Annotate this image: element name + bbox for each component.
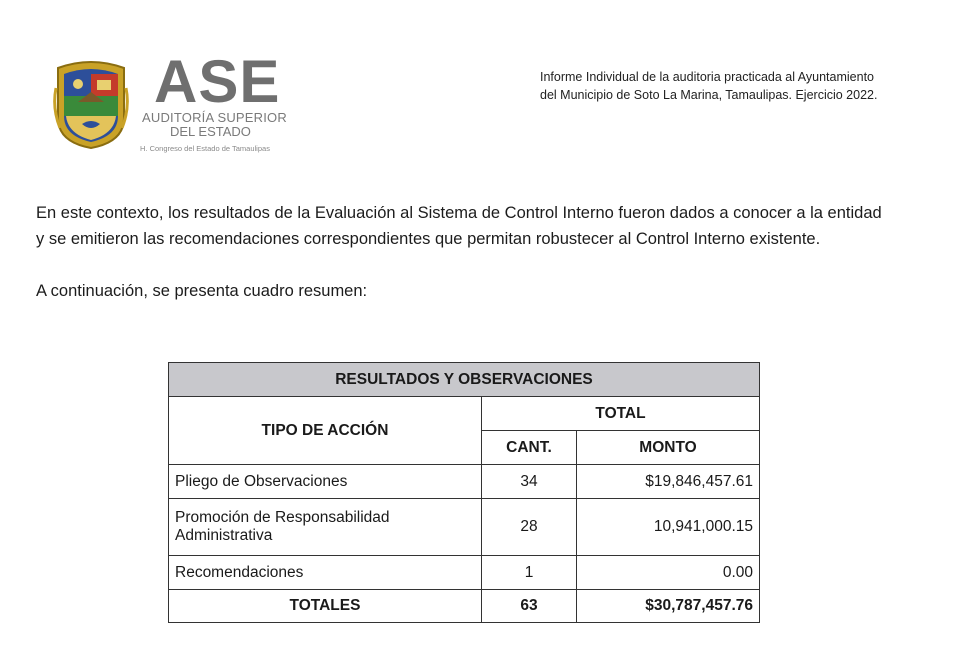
page-header: [50, 48, 930, 156]
col-header-monto: MONTO: [577, 431, 760, 465]
intro-paragraph: A continuación, se presenta cuadro resumen:: [36, 282, 368, 300]
ase-logo-mark: ASE: [154, 48, 281, 115]
results-summary-table: [168, 362, 760, 623]
table-row: [169, 499, 760, 556]
col-header-tipo: TIPO DE ACCIÓN: [169, 397, 482, 465]
cant-cell: 34: [482, 465, 577, 499]
tipo-cell-line2: Administrativa: [175, 527, 273, 544]
totals-monto: $30,787,457.76: [577, 590, 760, 623]
monto-cell: 0.00: [577, 556, 760, 590]
tipo-cell: Recomendaciones: [169, 556, 482, 590]
col-header-total: TOTAL: [482, 397, 760, 431]
table-row: [169, 556, 760, 590]
cant-cell: 1: [482, 556, 577, 590]
report-title-line1: Informe Individual de la auditoria practicada al Ayuntamiento: [540, 70, 875, 84]
report-title: [540, 68, 900, 104]
context-paragraph: [36, 200, 916, 252]
ase-logo-line3: H. Congreso del Estado de Tamaulipas: [140, 144, 270, 153]
table-header-row: [169, 397, 760, 431]
tamaulipas-coat-of-arms-icon: [52, 58, 130, 150]
tipo-cell-line1: Promoción de Responsabilidad: [175, 509, 390, 526]
table-title: RESULTADOS Y OBSERVACIONES: [169, 363, 760, 397]
report-title-line2: del Municipio de Soto La Marina, Tamaulipas. Ejercicio 2022.: [540, 88, 878, 102]
tipo-cell: Pliego de Observaciones: [169, 465, 482, 499]
monto-cell: $19,846,457.61: [577, 465, 760, 499]
context-paragraph-line1: En este contexto, los resultados de la Evaluación al Sistema de Control Interno fueron dados a conocer a la entidad: [36, 204, 882, 222]
ase-logo-line1: AUDITORÍA SUPERIOR: [142, 110, 287, 125]
tipo-cell: [169, 499, 482, 556]
ase-logo-line2: DEL ESTADO: [170, 124, 251, 139]
ase-logo: [140, 48, 340, 153]
totals-row: [169, 590, 760, 623]
table-row: [169, 465, 760, 499]
context-paragraph-line2: y se emitieron las recomendaciones correspondientes que permitan robustecer al Control Interno existente.: [36, 230, 821, 248]
cant-cell: 28: [482, 499, 577, 556]
totals-cant: 63: [482, 590, 577, 623]
col-header-cant: CANT.: [482, 431, 577, 465]
monto-cell: 10,941,000.15: [577, 499, 760, 556]
totals-label: TOTALES: [169, 590, 482, 623]
table-title-row: [169, 363, 760, 397]
